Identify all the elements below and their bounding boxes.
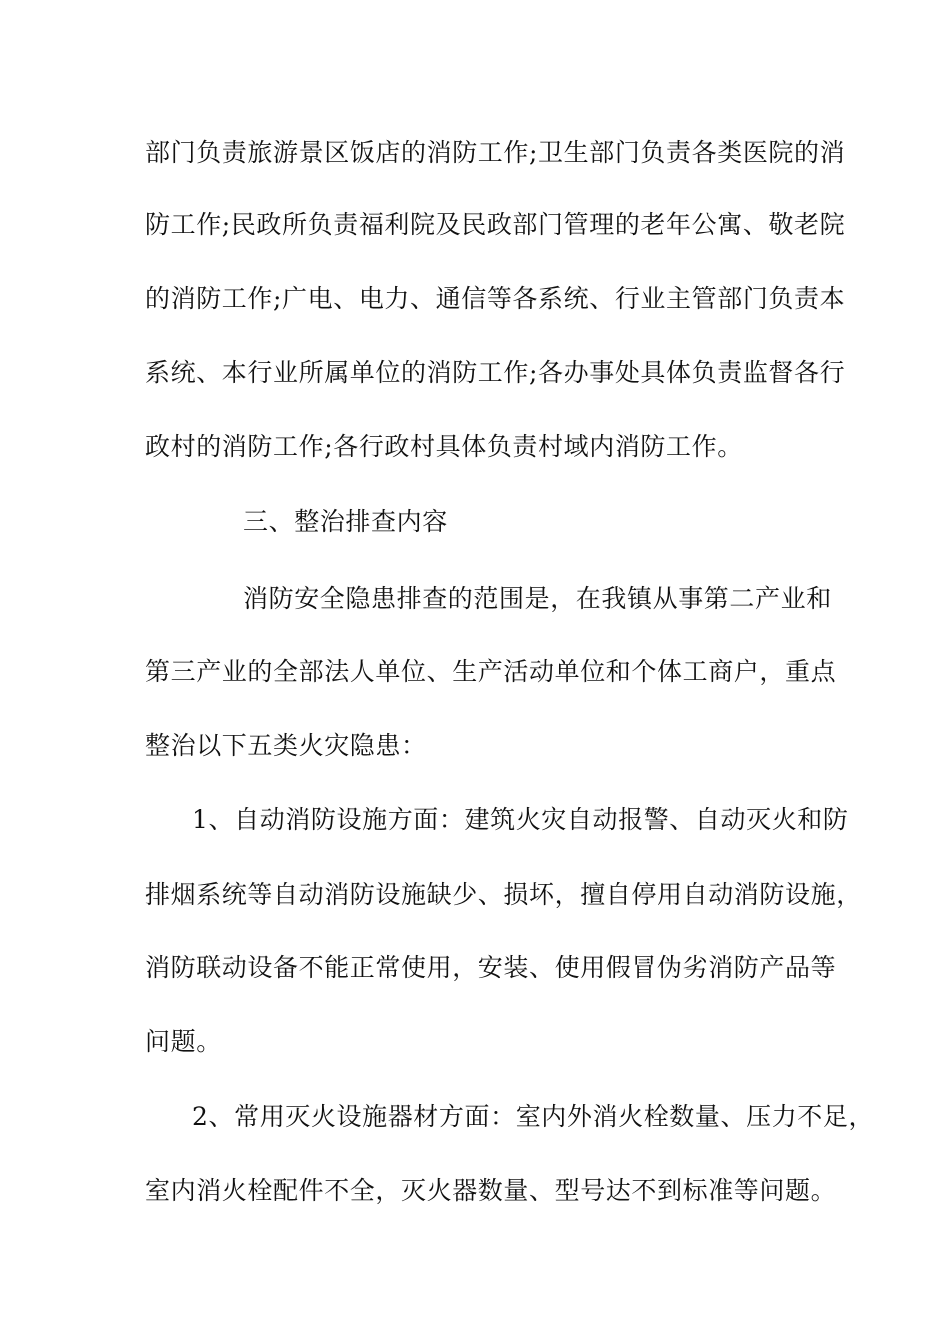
body-text-line: 的消防工作;广电、电力、通信等各系统、行业主管部门负责本 <box>145 284 846 313</box>
section-heading: 三、整治排查内容 <box>243 507 448 536</box>
body-text-line: 消防联动设备不能正常使用，安装、使用假冒伪劣消防产品等 <box>145 953 837 982</box>
body-text-line: 第三产业的全部法人单位、生产活动单位和个体工商户，重点 <box>145 657 837 686</box>
body-text-line: 室内消火栓配件不全，灭火器数量、型号达不到标准等问题。 <box>145 1176 837 1205</box>
body-text-line: 消防安全隐患排查的范围是，在我镇从事第二产业和 <box>243 584 832 613</box>
body-text-line: 政村的消防工作;各行政村具体负责村域内消防工作。 <box>145 432 743 461</box>
list-item-1-line: 1、自动消防设施方面：建筑火灾自动报警、自动灭火和防 <box>192 805 849 834</box>
body-text-line: 系统、本行业所属单位的消防工作;各办事处具体负责监督各行 <box>145 358 846 387</box>
list-item-2-line: 2、常用灭火设施器材方面：室内外消火栓数量、压力不足， <box>192 1102 875 1131</box>
body-text-line: 排烟系统等自动消防设施缺少、损坏，擅自停用自动消防设施， <box>145 880 862 909</box>
body-text-line: 整治以下五类火灾隐患： <box>145 731 427 760</box>
body-text-line: 防工作;民政所负责福利院及民政部门管理的老年公寓、敬老院 <box>145 210 846 239</box>
body-text-line: 问题。 <box>145 1027 222 1056</box>
body-text-line: 部门负责旅游景区饭店的消防工作;卫生部门负责各类医院的消 <box>145 138 846 167</box>
